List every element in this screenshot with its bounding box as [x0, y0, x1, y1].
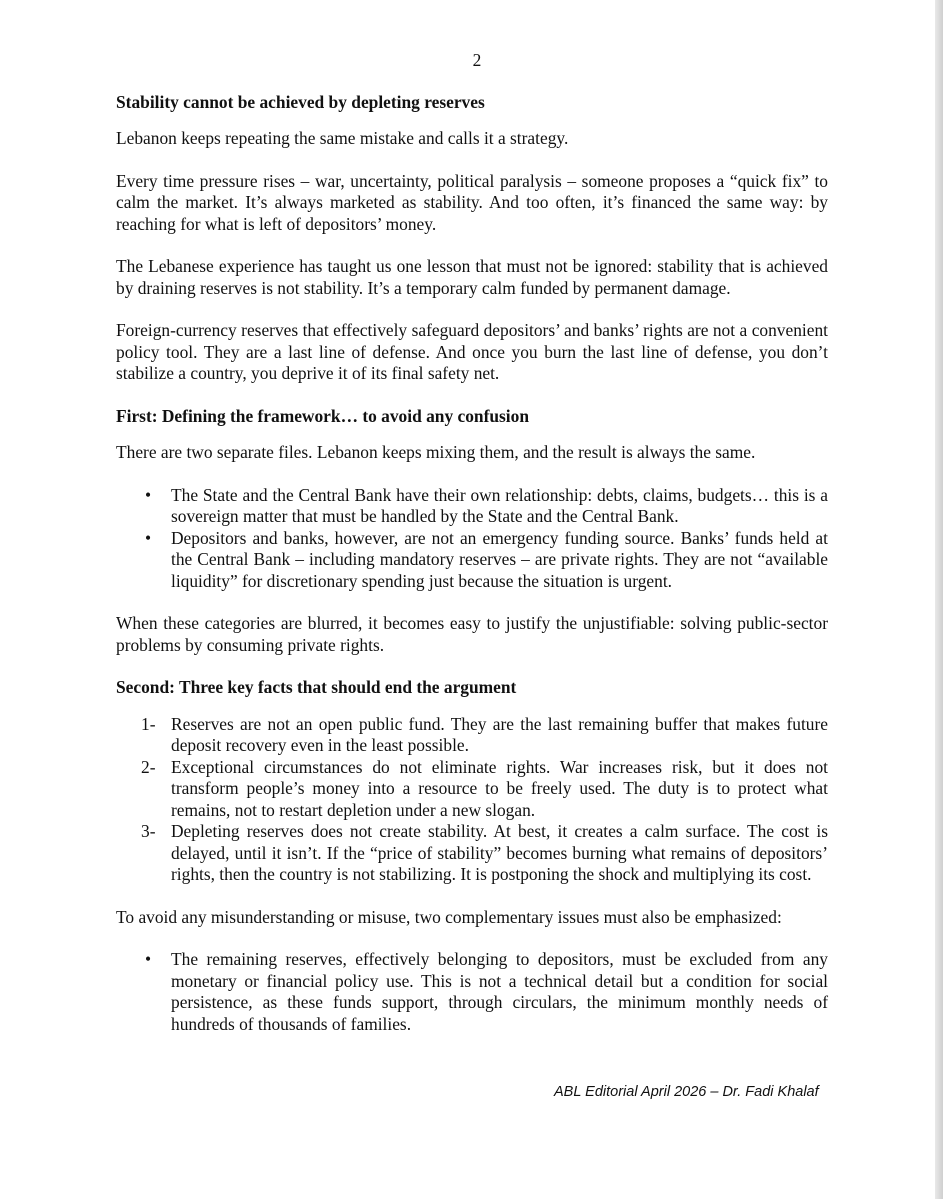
- intro-paragraph: Foreign-currency reserves that effectively safeguard depositors’ and banks’ rights are not a convenient policy tool. They are a last line of defense. And once you burn the last line of defense, you don’t stabilize a country, you deprive it of its final safety net.: [116, 320, 828, 383]
- bullet-item: [145, 949, 828, 1035]
- intro-paragraph: The Lebanese experience has taught us one lesson that must not be ignored: stability that is achieved by draining reserves is not stability. It’s a temporary calm funded by permanent damage.: [116, 256, 828, 298]
- bullet-list: [116, 949, 828, 1035]
- intro-paragraph: Every time pressure rises – war, uncertainty, political paralysis – someone proposes a “quick fix” to calm the market. It’s always marketed as stability. And too often, it’s financed the same way: by reaching for what is left of depositors’ money.: [116, 170, 828, 234]
- page-content: [116, 50, 828, 1056]
- section-lead: There are two separate files. Lebanon keeps mixing them, and the result is always the same.: [116, 442, 756, 462]
- item-text: Exceptional circumstances do not eliminate rights. War increases risk, but it does not transform people’s money into a resource to be freely used. The duty is to protect what remains, not to restart depletion under a new slogan.: [171, 756, 828, 820]
- bullet-marker: •: [145, 484, 152, 505]
- item-number: 1-: [141, 713, 156, 734]
- bullet-text: The State and the Central Bank have their own relationship: debts, claims, budgets… this is a sovereign matter that must be handled by the State and the Central Bank.: [171, 484, 828, 526]
- bullet-marker: •: [145, 949, 152, 969]
- numbered-item: [141, 713, 828, 757]
- article-title: Stability cannot be achieved by depleting reserves: [116, 91, 485, 112]
- item-number: 3-: [141, 821, 156, 841]
- section-heading-first: First: Defining the framework… to avoid any confusion: [116, 405, 530, 426]
- item-number: 2-: [141, 756, 156, 777]
- numbered-item: [141, 756, 828, 822]
- numbered-list: [116, 714, 828, 886]
- page-number: 2: [472, 50, 482, 70]
- bullet-marker: •: [145, 527, 152, 548]
- bullet-list: [116, 485, 828, 593]
- section-closing: When these categories are blurred, it becomes easy to justify the unjustifiable: solving public-sector problems by consuming private rights.: [116, 613, 828, 655]
- bullet-text: The remaining reserves, effectively belonging to depositors, must be excluded from any monetary or financial policy use. This is not a technical detail but a condition for social persistence, as these funds support, through circulars, the minimum monthly needs of hundreds of thousands of families.: [171, 949, 828, 1034]
- page-edge: [935, 0, 943, 1199]
- bullet-text: Depositors and banks, however, are not an emergency funding source. Banks’ funds held at the Central Bank – including mandatory reserves – are private rights. They are not “available liquidity” for discretionary spending just because the situation is urgent.: [171, 527, 828, 591]
- section-heading-second: Second: Three key facts that should end the argument: [116, 677, 517, 697]
- numbered-item: [141, 821, 828, 886]
- item-text: Depleting reserves does not create stability. At best, it creates a calm surface. The cost is delayed, until it isn’t. If the “price of stability” becomes burning what remains of depositors’ rights, then the country is not stabilizing. It is postponing the shock and multiplying its cost.: [171, 821, 828, 884]
- footer-byline: ABL Editorial April 2026 – Dr. Fadi Khalaf: [554, 1084, 819, 1100]
- intro-paragraph: Lebanon keeps repeating the same mistake and calls it a strategy.: [116, 128, 569, 148]
- bullet-item: [145, 484, 828, 528]
- bullet-item: [145, 527, 828, 593]
- section-lead: To avoid any misunderstanding or misuse, two complementary issues must also be emphasized:: [116, 906, 782, 927]
- item-text: Reserves are not an open public fund. They are the last remaining buffer that makes future deposit recovery even in the least possible.: [171, 713, 828, 755]
